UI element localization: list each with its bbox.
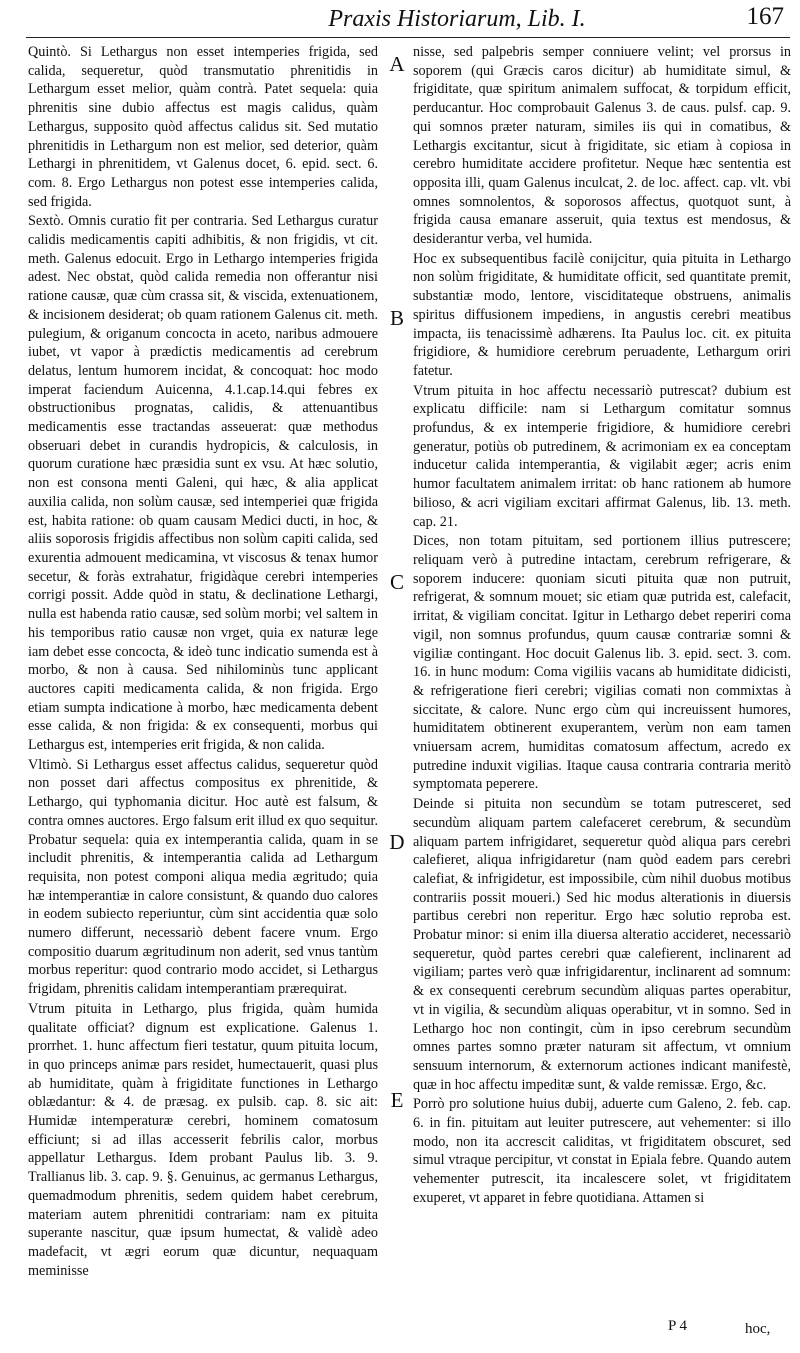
page-number: 167 [746,3,784,30]
paragraph-quinto: Quintò. Si Lethargus non esset intemperies frigida, sed calida, sequeretur, quòd transmutatio phrenitidis in Lethargum esset melior, quàm contrà. Patet sequela: quia phrenitis sine dubio affectus est magis calidus, quàm Lethargus, supposito quòd affectus calidus sit. Sed mutatio phrenitidis in Lethargum non est melior, sed deterior, quàm Lethargi in phrenitidem, vt Galenus docet, 6. epid. sect. 6. com. 8. Ergo Lethargus non potest esse intemperies calida, sed frigida. [28,44,378,210]
margin-letter-e: E [390,1088,404,1112]
paragraph-sexto: Sextò. Omnis curatio fit per contraria. Sed Lethargus curatur calidis medicamentis capiti adhibitis, & non frigidis, vt cit. meth. Galenus edocuit. Ergo in Lethargo intemperies frigida adest. Nec obstat, quòd calida remedia non offerantur nisi ratione causæ, quæ cùm crassa sit, & viscida, extenuationem, & incisionem desiderat; ob quam rationem Galenus cit. meth. pulegium, & origanum concocta in aceto, naribus admouere iubet, vt vapor à prædictis medicamentis ad cerebrum delatus, lentum humorem incidat, & concoquat: hoc modo imperat faciendum Auicenna, 4.1.cap.14.qui febres ex obstructionibus prognatas, calidis, & attenuantibus medicamentis esse tractandas asseuerat: quæ methodus obseruari debet in curandis hydropicis, & calculosis, in quorum curatione hæc præsidia sunt ex vsu. At hæc solutio, non est consona menti Galeni, qui hæc, & alia applicat auxilia calida, non solùm causæ, sed intemperiei quæ frigida est, habita ratione: ob quam causam Medici ducti, in hoc, & aliis soporosis frigidis affectibus non solùm capiti calida, sed exurentia admouent medicamina, vt viscosus & tenax humor secetur, & foràs extrahatur, frigidàque cerebri intemperies corrigi possit. Adde quòd in statu, & declinatione Lethargi, nulla est habenda ratio causæ, sed solùm morbi; vel saltem in his temporibus ratio causæ non vrget, quia ex naturæ lege iam debet esse concocta, & ideò tunc indicatio sumenda est à morbo, & non à causa. Sed nihilominùs tunc applicant auctores capiti medicamenta calida, & non frigida. Ergo etiam sumpta indicatione à morbo, hæc medicamenta debent esse calida, & non frigida: & ex consequenti, morbus qui Lethargus est, intemperies erit frigida, & non calida. [28,213,378,754]
paragraph-porro: Porrò pro solutione huius dubij, aduerte cum Galeno, 2. feb. cap. 6. in fin. pituitam aut leuiter putrescere, aut vehementer: si illo modo, non ita accrescit caliditas, vt frigiditatem obscuret, sed simul vtraque percipitur, vt constat in Epiala febre. Quando autem vehementer putrescit, ita incalescere solet, vt frigiditatem exuperet, vt apparet in febre quotidiana. Attamen si [413,1096,791,1206]
paragraph-vltimo: Vltimò. Si Lethargus esset affectus calidus, sequeretur quòd non posset dari affectus compositus ex phrenitide, & Lethargo, qui typhomania dicitur. Hoc autè est falsum, & contra omnes auctores. Ergo falsum erit illud ex quo sequitur. Probatur sequela: quia ex intemperantia calida, quam in se includit phrenitis, & intemperantia calida ad Lethargum requisita, non potest componi aliqua media ægritudo; quia hæ intemperantiæ in calore consistunt, & quando duo calores in eodem subiecto reperiuntur, cùm sint accidentia quæ solo numero differunt, necessariò debent facere vnum. Ergo compositio duarum ægritudinum non aderit, sed vnus tantùm morbus reperitur: quod contrario modo accidet, si Lethargus frigidam, phrenitis calidam intemperantiam prærequirat. [28,756,378,998]
catchword: hoc, [745,1321,771,1337]
header-rule [26,37,790,38]
margin-letter-c: C [389,570,404,594]
paragraph-hoc-ex: Hoc ex subsequentibus facilè conijcitur, quia pituita in Lethargo non solùm frigiditate, & humiditate officit, sed quantitate premit, substantiæ modo, lentore, visciditateque obstruens, animalis spiritus diffusionem impediens, in angustis cerebri meatibus impacta, iis tenacissimè adhærens. Ita Paulus loc. cit. ex pituita frigidiore, & humidiore cerebrum peruadente, Lethargum oriri fatetur. [413,250,791,379]
page-header [0,0,800,40]
margin-letter-a: A [389,52,405,76]
paragraph-vtrum-pituita: Vtrum pituita in Lethargo, plus frigida, quàm humida qualitate officiat? dignum est explicatione. Galenus 1. prorrhet. 1. hunc affectum fieri testatur, quum pituita locum, in quo princeps animæ pars residet, humectauerit, quasi plus ab humiditate, quàm à frigiditate functiones in Lethargo oblædantur: & 4. de præsag. ex pulsib. cap. 8. sic ait: Humidæ intemperaturæ cerebri, hominem comatosum efficiunt; si ad illas accesserit febrilis calor, morbus appellatur Lethargus. Idem probant Paulus lib. 3. 9. Trallianus lib. 3. cap. 9. §. Genuinus, ac germanus Lethargus, quemadmodum phrenitis, sedem quidem habet cerebrum, materiam autem phrenitidi contrariam: nam ex pituita superante nascitur, quæ ipsum humectat, & validè adeo madefacit, vt ægri eorum quæ dicuntur, nequaquam meminisse [28,1000,378,1279]
margin-letter-d: D [389,830,405,854]
signature-mark: P 4 [668,1318,688,1334]
paragraph-vtrum-putrescat: Vtrum pituita in hoc affectu necessariò putrescat? dubium est explicatu difficile: nam si Lethargum comitatur somnus profundus, & ex intemperie frigidiore, & humidiore cerebri generatur, potiùs ob putredinem, & acrimoniam ex ea conceptam inducetur calida intemperantia, & vigilabit æger; acris enim humor facultatem animalem irritat: ob hanc rationem ab humore bilioso, & acri vigiliam excitari affirmat Galenus, lib. 13. meth. cap. 21. [413,382,791,530]
running-title: Praxis Historiarum, Lib. I. [328,6,586,32]
paragraph-deinde: Deinde si pituita non secundùm se totam putresceret, sed secundùm aliquam partem calefaceret cerebrum, & secundùm aliquam partem infrigidaret, sequeretur quòd aliqua pars cerebri calefieret, aliqua infrigidaretur (nam quòd eadem pars cerebri calefiat, & infrigidetur, est impossibile, cùm nihil duobus motibus contrariis possit moueri.) Sed hic modus alterationis in diuersis partibus cerebri non reperitur. Ergo hæc solutio reproba est. Probatur minor: si enim illa diuersa alteratio accideret, necessariò sequeretur, quòd partes cerebri quæ calefierent, inclinarent ad vigiliam; partes verò quæ infrigidarentur, inclinarent ad somnum: & ex consequenti cerebrum secundùm aliquas partes operabitur, vt in vigilia, & secundùm aliquas operabitur, vt in somno. Sed in Lethargo hoc non contingit, cùm in ipso cerebrum secundùm omnes partes somno præter naturam sit affectum, vt omnium sensuum internorum, & externorum actiones indicant manifestè, quæ in hoc affectu impeditæ sunt, & valde remissæ. Ergo, &c. [413,796,791,1093]
left-column [28,43,378,1313]
paragraph-dices: Dices, non totam pituitam, sed portionem illius putrescere; reliquam verò à putredine intactam, cerebrum refrigerare, & soporem inducere: quoniam sicuti pituita quæ non putruit, refrigerat, & somnum mouet; sic etiam quæ putrida est, calefacit, irritat, & vigiliam concitat. Igitur in Lethargo debet reperiri coma vigil, non somnus profundus, quum causæ contrariæ somni & vigiliæ contingant. Hoc docuit Galenus lib. 3. epid. sect. 3. com. 16. in hunc modum: Coma vigiliis vacans ab humiditate didicisti, & refrigeratione fieri cerebri; vigilias comati non commixtas à siccitate, & calore. Nunc ergo cùm qui increuissent humores, humiditatem obtinerent exuperantem, verùm non eam tamen vniuersam acrem, humiditas comatosum affectum, acredo ex putredine induxit vigilias. Itaque causa contraria contraria meritò symptomata peperere. [413,533,791,793]
right-column [413,43,791,1313]
margin-letter-b: B [389,306,404,330]
paragraph-continuation: nisse, sed palpebris semper conniuere velint; vel prorsus in soporem (qui Græcis caros dicitur) ab humiditate simul, & frigiditate, quæ spiritum animalem suffocat, & torpidum efficit, perducantur. Hoc comprobauit Galenus 3. de caus. pulsf. cap. 9. qui somnos præter naturam, similes iis qui in comatibus, & Lethargis excitantur, sicut à frigiditate, sic etiam à copiosa in cerebro humiditate accidere profitetur. Neque hæc sententia est opposita illi, quam Galenus inculcat, 2. de loc. affect. cap. vlt. vbi omnes somnolentos, & soporosos affectus, quotquot sunt, à frigida causa emanare asseruit, quia textus est mendosus, & desiderantur verba, vel humida. [413,44,791,248]
